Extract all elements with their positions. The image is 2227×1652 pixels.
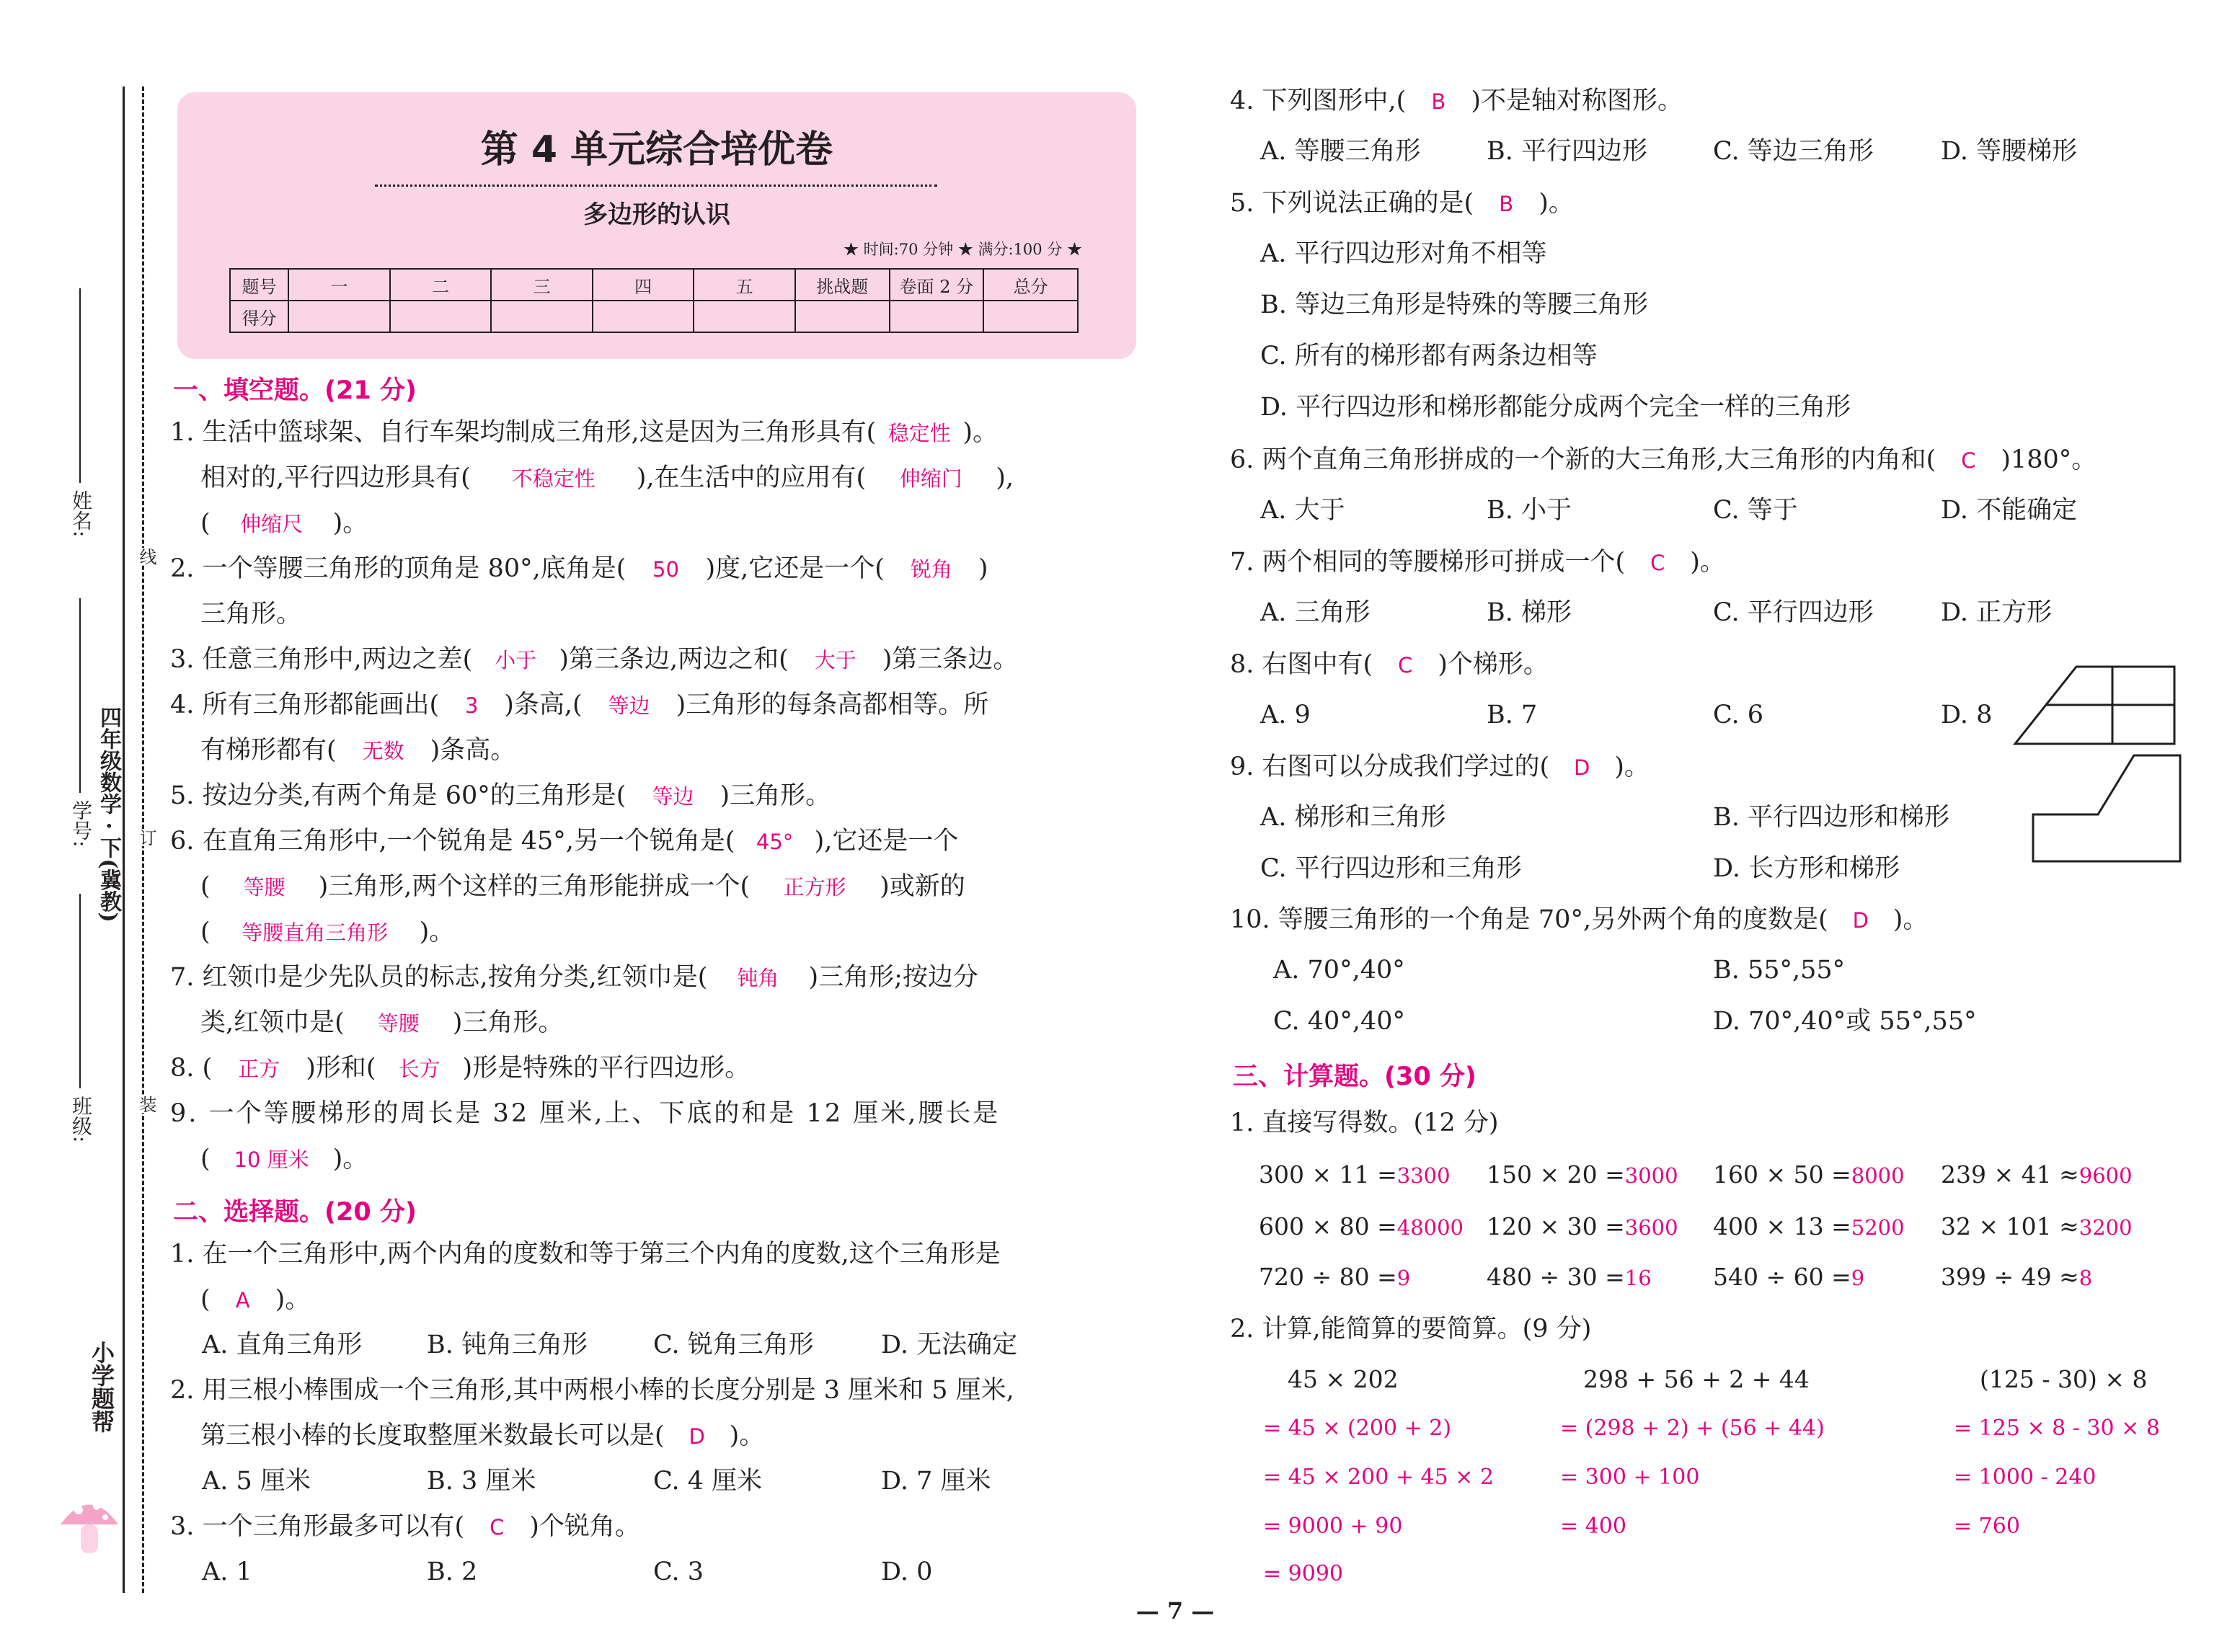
margin-student-no-line: [79, 598, 81, 793]
choice-option[interactable]: A. 直角三角形: [202, 1331, 363, 1359]
fill-q6-line2: [200, 871, 965, 903]
expression: 160 × 50 =: [1713, 1160, 1851, 1189]
question-text: )。: [1892, 905, 1929, 934]
answer: 无数: [362, 739, 404, 763]
page-subtitle: 多边形的认识: [583, 200, 730, 229]
question-text: )形是特殊的平行四边形。: [462, 1054, 751, 1083]
question-text: )。: [332, 1145, 368, 1173]
calc-step: = 45 × 200 + 45 × 2: [1263, 1465, 1494, 1490]
question-text: 3. 一个三角形最多可以有(: [170, 1512, 465, 1541]
fill-q2-line2: 三角形。: [200, 600, 302, 629]
answer: 3000: [1624, 1163, 1678, 1188]
expression: 300 × 11 =: [1259, 1160, 1397, 1189]
calc-step: = 9090: [1263, 1561, 1344, 1586]
expression: 120 × 30 =: [1487, 1212, 1625, 1240]
margin-name-line: [79, 288, 81, 483]
question-text: )180°。: [2001, 445, 2097, 474]
answer: B: [1499, 192, 1514, 216]
question-text: )第三条边,两边之和(: [559, 645, 789, 674]
score-cell: 题号: [230, 269, 288, 301]
question-text: )条高。: [430, 736, 516, 765]
question-text: 3. 任意三角形中,两边之差(: [170, 645, 473, 674]
choice-option[interactable]: B. 平行四边形和梯形: [1713, 803, 1949, 832]
page-number: — 7 —: [1135, 1597, 1215, 1625]
answer: 9: [1396, 1266, 1411, 1290]
question-text: (: [200, 1285, 211, 1314]
choice-option[interactable]: D. 无法确定: [881, 1331, 1018, 1359]
choice-option[interactable]: A. 5 厘米: [202, 1467, 311, 1496]
choice-option[interactable]: D. 7 厘米: [881, 1467, 991, 1496]
question-text: 6. 两个直角三角形拼成的一个新的大三角形,大三角形的内角和(: [1230, 445, 1936, 474]
question-text: (: [200, 509, 211, 538]
choice-q1-stem: 1. 在一个三角形中,两个内角的度数和等于第三个内角的度数,这个三角形是: [170, 1240, 1001, 1269]
choice-option[interactable]: C. 4 厘米: [653, 1467, 763, 1496]
question-text: 有梯形都有(: [200, 736, 337, 765]
question-text: )。: [1538, 189, 1574, 218]
fill-q4-line1: [170, 689, 988, 721]
fill-q1-line1: [170, 417, 998, 449]
question-text: )条高,(: [504, 690, 583, 719]
calc-expression-1: 45 × 202: [1288, 1365, 1399, 1393]
choice-option[interactable]: C. 锐角三角形: [653, 1331, 814, 1359]
fill-q5: [170, 780, 831, 812]
question-text: ),: [996, 463, 1014, 492]
answer: 伸缩门: [899, 466, 962, 491]
answer: 等腰: [243, 875, 285, 900]
question-text: ),它还是一个: [814, 827, 959, 856]
answer: 大于: [814, 648, 856, 672]
score-cell: 一: [288, 269, 390, 301]
section-3-title: 三、计算题。(30 分): [1233, 1062, 1476, 1091]
answer: 16: [1624, 1266, 1652, 1290]
calc-step: = 9000 + 90: [1263, 1514, 1403, 1539]
score-input[interactable]: [390, 301, 492, 332]
question-text: 5. 按边分类,有两个角是 60°的三角形是(: [170, 781, 627, 810]
answer: 3: [464, 693, 479, 718]
score-table-header-row: [230, 269, 1078, 301]
question-text: )第三条边。: [882, 645, 1019, 674]
choice-option[interactable]: B. 小于: [1487, 496, 1572, 525]
answer: 锐角: [910, 557, 952, 582]
choice-option[interactable]: C. 等边三角形: [1713, 137, 1874, 166]
choice-option[interactable]: B. 3 厘米: [427, 1467, 536, 1496]
score-cell: 二: [390, 269, 492, 301]
choice-q5-stem: [1230, 187, 1574, 220]
margin-name-label: 姓名:: [69, 490, 93, 538]
question-text: 5. 下列说法正确的是(: [1230, 189, 1474, 218]
score-input[interactable]: [593, 301, 694, 332]
question-text: 7. 两个相同的等腰梯形可拼成一个(: [1230, 548, 1626, 577]
question-text: )或新的: [880, 872, 965, 901]
oral-calc: [1941, 1160, 2133, 1189]
fill-q4-line2: [200, 734, 515, 767]
answer: 长方: [398, 1057, 440, 1081]
choice-option[interactable]: D. 等腰梯形: [1941, 137, 2078, 166]
choice-option[interactable]: D. 平行四边形和梯形都能分成两个完全一样的三角形: [1260, 393, 1851, 422]
answer: B: [1431, 89, 1446, 114]
choice-q6-stem: [1230, 444, 2097, 476]
choice-q8-stem: [1230, 649, 1549, 681]
choice-option[interactable]: A. 1: [202, 1558, 252, 1586]
question-text: 7. 红领巾是少先队员的标志,按角分类,红领巾是(: [170, 963, 708, 992]
fill-q1-line2: [200, 462, 1014, 494]
brand-label: 小学题帮: [88, 1341, 115, 1433]
choice-option[interactable]: B. 2: [427, 1558, 478, 1586]
question-text: )。: [1690, 548, 1725, 577]
question-text: )。: [729, 1421, 765, 1450]
choice-option[interactable]: A. 平行四边形对角不相等: [1260, 239, 1547, 268]
oral-calc: [1941, 1212, 2133, 1240]
question-text: )三角形,两个这样的三角形能拼成一个(: [318, 872, 751, 901]
expression: 600 × 80 =: [1259, 1212, 1397, 1240]
question-text: 第三根小棒的长度取整厘米数最长可以是(: [200, 1421, 665, 1450]
question-text: 8. 右图中有(: [1230, 650, 1373, 679]
trapezoid-count-figure: [2011, 663, 2177, 750]
margin-cut-mark-1: 线: [134, 548, 159, 565]
question-text: 4. 所有三角形都能画出(: [170, 690, 440, 719]
question-text: )三角形。: [452, 1008, 564, 1037]
calc-step: = 125 × 8 - 30 × 8: [1954, 1416, 2160, 1441]
answer: C: [1961, 448, 1976, 473]
choice-option[interactable]: B. 55°,55°: [1713, 956, 1846, 985]
page-title: 第 4 单元综合培优卷: [480, 128, 833, 172]
choice-option[interactable]: A. 大于: [1260, 496, 1345, 525]
score-input[interactable]: [890, 301, 984, 332]
question-text: 2. 一个等腰三角形的顶角是 80°,底角是(: [170, 554, 627, 583]
choice-option[interactable]: B. 平行四边形: [1487, 137, 1647, 166]
question-text: 1. 生活中篮球架、自行车架均制成三角形,这是因为三角形具有(: [170, 418, 877, 447]
choice-option[interactable]: A. 梯形和三角形: [1260, 803, 1446, 832]
question-text: 8. (: [170, 1054, 213, 1083]
choice-q10-stem: [1230, 904, 1928, 936]
answer: D: [1574, 755, 1590, 780]
expression: 32 × 101 ≈: [1941, 1212, 2079, 1240]
oral-calc: [1259, 1160, 1451, 1189]
calc-expression-2: 298 + 56 + 2 + 44: [1583, 1365, 1810, 1393]
question-text: )不是轴对称图形。: [1471, 86, 1683, 115]
section-2-title: 二、选择题。(20 分): [173, 1198, 417, 1227]
margin-class-label: 班级:: [69, 1096, 93, 1143]
question-text: (: [200, 918, 211, 946]
question-text: 6. 在直角三角形中,一个锐角是 45°,另一个锐角是(: [170, 827, 735, 856]
answer: 10 厘米: [234, 1147, 309, 1172]
question-text: )三角形的每条高都相等。所: [676, 690, 989, 719]
score-cell: 五: [694, 269, 795, 301]
choice-q2-stem: 2. 用三根小棒围成一个三角形,其中两根小棒的长度分别是 3 厘米和 5 厘米,: [170, 1376, 1014, 1405]
expression: 720 ÷ 80 =: [1259, 1263, 1397, 1291]
score-cell: 得分: [230, 301, 288, 332]
question-text: )个锐角。: [529, 1512, 640, 1541]
choice-option[interactable]: A. 9: [1260, 701, 1311, 729]
calc-step: = 760: [1954, 1514, 2020, 1539]
choice-q3-stem: [170, 1511, 640, 1543]
calc-step: = 300 + 100: [1560, 1465, 1700, 1490]
answer: 伸缩尺: [240, 512, 304, 536]
margin-book-label: 四年级数学 · 下(冀教): [96, 706, 121, 923]
choice-option[interactable]: A. 等腰三角形: [1260, 137, 1421, 166]
answer: 小于: [495, 648, 537, 672]
calc-step: = 45 × (200 + 2): [1263, 1416, 1452, 1441]
question-text: )三角形。: [720, 781, 831, 810]
choice-option[interactable]: D. 70°,40°或 55°,55°: [1713, 1007, 1977, 1036]
oral-calc: [1259, 1212, 1464, 1240]
fill-q2-line1: [170, 553, 988, 585]
choice-option[interactable]: B. 7: [1487, 701, 1538, 729]
margin-cut-mark-2: 订: [134, 829, 159, 846]
oral-calc: [1487, 1212, 1678, 1240]
choice-option[interactable]: A. 三角形: [1260, 598, 1371, 627]
score-cell: 四: [593, 269, 694, 301]
question-text: )形和(: [306, 1054, 376, 1083]
calc-step: = 400: [1560, 1514, 1626, 1539]
question-text: 类,红领巾是(: [200, 1008, 345, 1037]
oral-calc: [1713, 1263, 1864, 1291]
answer: D: [689, 1424, 705, 1449]
choice-option[interactable]: D. 0: [881, 1558, 933, 1586]
expression: 480 ÷ 30 =: [1487, 1263, 1625, 1291]
score-input[interactable]: [795, 301, 890, 332]
question-text: )。: [419, 918, 455, 946]
answer: 3200: [2078, 1215, 2133, 1240]
choice-option[interactable]: C. 所有的梯形都有两条边相等: [1260, 342, 1598, 370]
score-input[interactable]: [694, 301, 795, 332]
answer: 45°: [756, 830, 794, 854]
mushroom-logo-icon: [53, 1485, 125, 1564]
answer: 48000: [1396, 1215, 1464, 1240]
choice-option[interactable]: B. 钝角三角形: [427, 1331, 588, 1359]
oral-calc: [1487, 1263, 1652, 1291]
oral-calc: [1713, 1212, 1905, 1240]
answer: 正方: [238, 1057, 280, 1081]
choice-option[interactable]: B. 等边三角形是特殊的等腰三角形: [1260, 290, 1648, 319]
choice-option[interactable]: C. 40°,40°: [1273, 1007, 1405, 1036]
choice-option[interactable]: C. 等于: [1713, 496, 1798, 525]
score-input[interactable]: [983, 301, 1078, 332]
question-text: (: [200, 872, 211, 901]
fill-q8: [170, 1052, 750, 1085]
question-text: (: [200, 1145, 211, 1173]
choice-option[interactable]: D. 正方形: [1941, 598, 2053, 627]
oral-calc: [1941, 1263, 2092, 1291]
expression: 540 ÷ 60 =: [1713, 1263, 1851, 1291]
answer: 等边: [608, 693, 650, 718]
answer: 9: [1851, 1266, 1865, 1290]
question-text: ): [978, 554, 988, 583]
fill-q9-line1: 9. 一个等腰梯形的周长是 32 厘米,上、下底的和是 12 厘米,腰长是: [170, 1099, 1001, 1128]
choice-q9-stem: [1230, 751, 1650, 783]
expression: 400 × 13 =: [1713, 1212, 1851, 1240]
answer: 正方形: [783, 875, 846, 900]
margin-cut-mark-3: 装: [134, 1096, 159, 1113]
question-text: )度,它还是一个(: [705, 554, 885, 583]
split-shape-figure: [2026, 750, 2184, 865]
question-text: )。: [1614, 752, 1650, 781]
answer: 3300: [1396, 1163, 1451, 1188]
oral-calc: [1487, 1160, 1678, 1189]
choice-option[interactable]: D. 长方形和梯形: [1713, 854, 1900, 883]
fill-q7-line2: [200, 1007, 563, 1039]
answer: A: [235, 1288, 250, 1313]
answer: C: [1398, 653, 1413, 678]
fill-q6-line1: [170, 825, 958, 858]
title-divider: [375, 185, 937, 187]
choice-option[interactable]: D. 不能确定: [1941, 496, 2078, 525]
exam-meta: ★ 时间:70 分钟 ★ 满分:100 分 ★: [844, 241, 1083, 258]
question-text: ),在生活中的应用有(: [636, 463, 867, 492]
score-input[interactable]: [491, 301, 593, 332]
choice-q1-blank: [200, 1284, 310, 1316]
fill-q1-line3: [200, 507, 368, 540]
answer: 8: [2078, 1266, 2093, 1290]
answer: 50: [652, 557, 679, 582]
choice-option[interactable]: B. 梯形: [1487, 598, 1572, 627]
answer: C: [1650, 551, 1665, 575]
oral-calc: [1259, 1263, 1410, 1291]
answer: 9600: [2078, 1163, 2133, 1188]
calc-step: = 1000 - 240: [1954, 1465, 2097, 1490]
answer: C: [490, 1515, 505, 1540]
calc-part1-title: 1. 直接写得数。(12 分): [1230, 1109, 1499, 1137]
calc-step: = (298 + 2) + (56 + 44): [1560, 1416, 1825, 1441]
answer: 8000: [1851, 1163, 1905, 1188]
choice-option[interactable]: C. 3: [653, 1558, 704, 1586]
question-text: )个梯形。: [1438, 650, 1549, 679]
score-input[interactable]: [288, 301, 390, 332]
question-text: 相对的,平行四边形具有(: [200, 463, 471, 492]
score-cell: 挑战题: [795, 269, 890, 301]
margin-student-no-label: 学号:: [69, 800, 93, 848]
question-text: )。: [332, 509, 368, 538]
calc-expression-3: (125 - 30) × 8: [1980, 1365, 2148, 1393]
score-cell: 卷面 2 分: [890, 269, 984, 301]
answer: 钝角: [737, 966, 779, 990]
choice-option[interactable]: D. 8: [1941, 701, 1993, 729]
fill-q3: [170, 644, 1018, 676]
choice-q7-stem: [1230, 546, 1725, 579]
choice-option[interactable]: C. 平行四边形: [1713, 598, 1874, 627]
score-cell: 总分: [983, 269, 1078, 301]
score-cell: 三: [491, 269, 593, 301]
score-table: [229, 268, 1079, 333]
fill-q7-line1: [170, 962, 978, 994]
answer: 3600: [1624, 1215, 1678, 1240]
fill-q9-line2: [200, 1143, 368, 1176]
answer: 等腰直角三角形: [242, 920, 389, 945]
score-table-score-row: [230, 301, 1078, 332]
question-text: )。: [962, 418, 998, 447]
question-text: 4. 下列图形中,(: [1230, 86, 1407, 115]
fill-q6-line3: [200, 916, 454, 949]
choice-option[interactable]: A. 70°,40°: [1273, 956, 1405, 985]
answer: 稳定性: [887, 421, 951, 445]
expression: 399 ÷ 49 ≈: [1941, 1263, 2079, 1291]
answer: 5200: [1851, 1215, 1905, 1240]
answer: 不稳定性: [511, 466, 596, 491]
question-text: )。: [275, 1285, 311, 1314]
calc-part2-title: 2. 计算,能简算的要简算。(9 分): [1230, 1315, 1592, 1344]
expression: 239 × 41 ≈: [1941, 1160, 2079, 1189]
answer: 等边: [652, 784, 694, 809]
section-1-title: 一、填空题。(21 分): [173, 376, 417, 405]
question-text: )三角形;按边分: [808, 963, 978, 992]
expression: 150 × 20 =: [1487, 1160, 1625, 1189]
choice-q4-stem: [1230, 85, 1683, 117]
question-text: 10. 等腰三角形的一个角是 70°,另外两个角的度数是(: [1230, 905, 1828, 934]
answer: D: [1852, 908, 1869, 933]
choice-q2-line2: [200, 1420, 764, 1452]
question-text: 9. 右图可以分成我们学过的(: [1230, 752, 1550, 781]
oral-calc: [1713, 1160, 1905, 1189]
choice-option[interactable]: C. 平行四边形和三角形: [1260, 854, 1522, 883]
answer: 等腰: [377, 1011, 420, 1036]
margin-class-line: [79, 894, 81, 1088]
choice-option[interactable]: C. 6: [1713, 701, 1764, 729]
